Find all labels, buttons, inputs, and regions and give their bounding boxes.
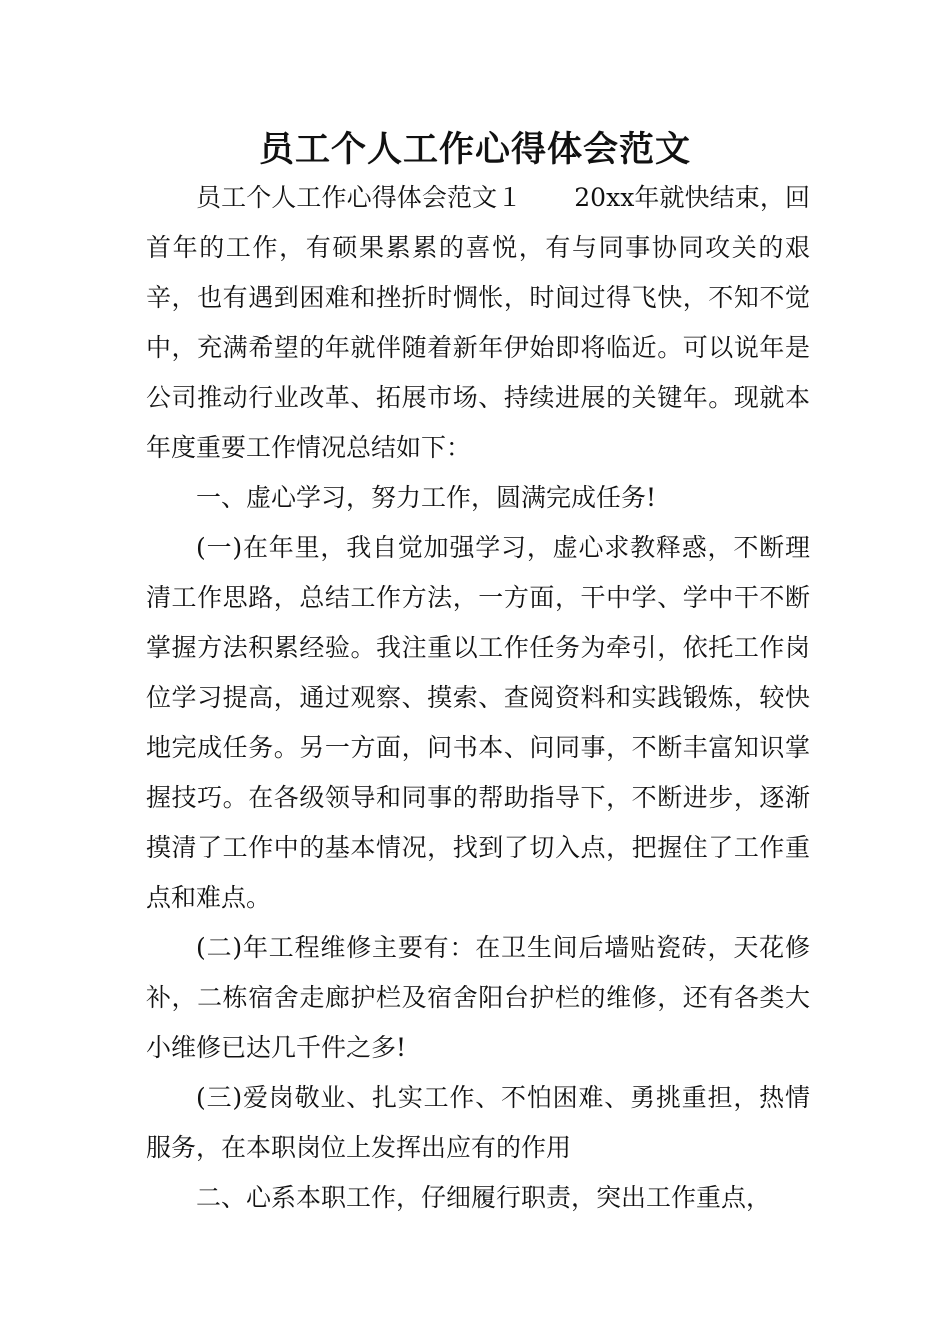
document-body: [146, 173, 810, 1223]
paragraph-2: (二)年工程维修主要有：在卫生间后墙贴瓷砖，天花修补，二栋宿舍走廊护栏及宿舍阳台护栏的维修，还有各类大小维修已达几千件之多!: [146, 933, 810, 1062]
paragraph-3: (三)爱岗敬业、扎实工作、不怕困难、勇挑重担，热情服务，在本职岗位上发挥出应有的作用: [146, 1083, 810, 1162]
intro-paragraph: [146, 173, 810, 473]
intro-heading: 员工个人工作心得体会范文１: [196, 183, 523, 212]
document-title: 员工个人工作心得体会范文: [258, 129, 691, 170]
intro-text: 20xx年就快结束，回首年的工作，有硕果累累的喜悦，有与同事协同攻关的艰辛，也有遇到困难和挫折时惆怅，时间过得飞快，不知不觉中，充满希望的年就伴随着新年伊始即将临近。可以说年是公司推动行业改革、拓展市场、持续进展的关键年。现就本年度重要工作情况总结如下：: [146, 183, 810, 462]
section-heading-2: 二、心系本职工作，仔细履行职责，突出工作重点，: [196, 1183, 772, 1212]
section-heading-1: 一、虚心学习，努力工作，圆满完成任务!: [196, 483, 657, 512]
paragraph-1: (一)在年里，我自觉加强学习，虚心求教释惑，不断理清工作思路，总结工作方法，一方面，干中学、学中干不断掌握方法积累经验。我注重以工作任务为牵引，依托工作岗位学习提高，通过观察、摸索、查阅资料和实践锻炼，较快地完成任务。另一方面，问书本、问同事，不断丰富知识掌握技巧。在各级领导和同事的帮助指导下，不断进步，逐渐摸清了工作中的基本情况，找到了切入点，把握住了工作重点和难点。: [146, 533, 810, 912]
